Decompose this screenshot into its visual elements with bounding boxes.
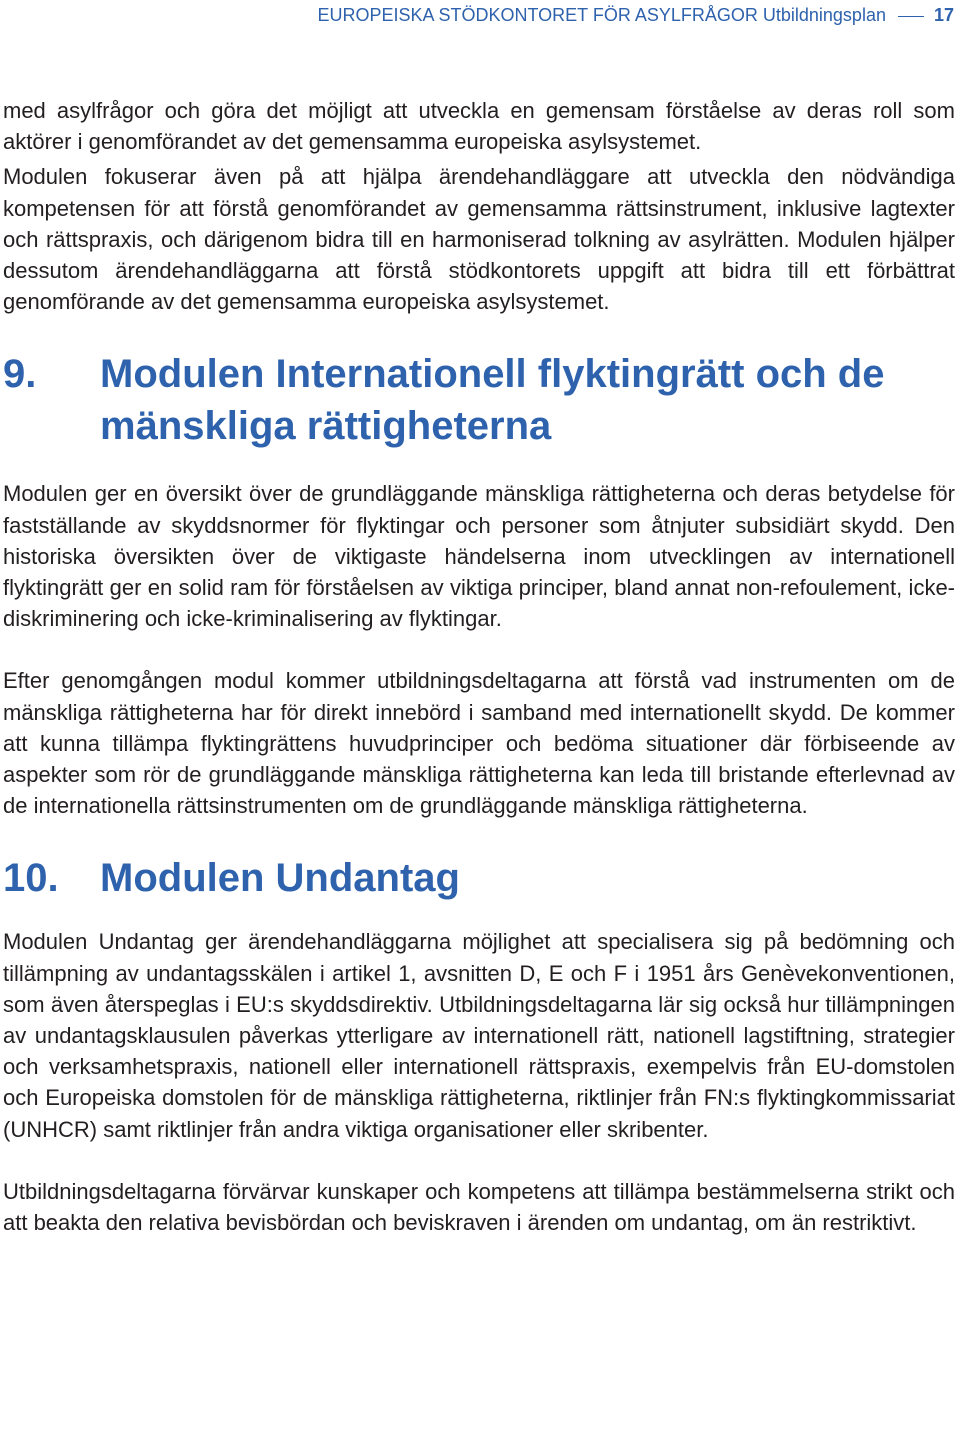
page-number: 17 (933, 4, 954, 25)
section-10-title: Modulen Undantag (100, 856, 460, 901)
paragraph-focus: Modulen fokuserar även på att hjälpa ärendehandläggare att utveckla den nödvändiga kompetensen för att förstå genomförandet av gemensamma rättsinstrument, inklusive lagtexter och rättspraxis, och därigenom bidra till en harmoniserad tolkning av asylrätten. Modulen hjälper dessutom ärendehandläggarna att förstå stödkontorets uppgift att bidra till ett förbättrat genomförande av det gemensamma europeiska asylsystemet. (3, 164, 955, 315)
section-10-heading (3, 852, 955, 904)
section-9-heading (3, 348, 955, 452)
section-9-paragraph-2: Efter genomgången modul kommer utbildningsdeltagarna att förstå vad instrumenten om de mänskliga rättigheterna har för direkt innebörd i samband med internationellt skydd. De kommer att kunna tillämpa flyktingrättens huvudprinciper och bedöma situationer där förbiseende av aspekter som rör de grundläggande mänskliga rättigheterna kan leda till bristande efterlevnad av de internationella rättsinstrumenten om de grundläggande mänskliga rättigheterna. (3, 668, 955, 819)
header-rule (898, 16, 924, 17)
section-9-number: 9. (3, 352, 37, 397)
section-10-number: 10. (3, 856, 59, 901)
section-10-paragraph-1: Modulen Undantag ger ärendehandläggarna möjlighet att specialisera sig på bedömning och tillämpning av undantagsskälen i artikel 1, avsnitten D, E och F i 1951 års Genèvekonventionen, som även återspeglas i EU:s skyddsdirektiv. Utbildningsdeltagarna lär sig också hur tillämpningen av undantagsklausulen påverkas ytterligare av internationell rätt, nationell lagstiftning, strategier och verksamhetspraxis, nationell eller internationell rättspraxis, exempelvis från EU-domstolen och Europeiska domstolen för de mänskliga rättigheterna, riktlinjer från FN:s flyktingkommissariat (UNHCR) samt riktlinjer från andra viktiga organisationer eller skribenter. (3, 929, 955, 1142)
running-header (317, 5, 960, 26)
running-title: EUROPEISKA STÖDKONTORET FÖR ASYLFRÅGOR Utbildningsplan (317, 4, 886, 25)
section-9-paragraph-1: Modulen ger en översikt över de grundläggande mänskliga rättigheterna och deras betydelse för fastställande av skyddsnormer för flyktingar och personer som åtnjuter subsidiärt skydd. Den historiska översikten över de viktigaste händelserna inom utvecklingen av internationell flyktingrätt ger en solid ram för förståelsen av viktiga principer, bland annat non-refoulement, icke-diskriminering och icke-kriminalisering av flyktingar. (3, 481, 955, 632)
section-9-title: Modulen Internationell flyktingrätt och de mänskliga rättigheterna (100, 352, 885, 449)
page-header (0, 0, 960, 30)
page-content (3, 95, 955, 1269)
section-10-paragraph-2: Utbildningsdeltagarna förvärvar kunskaper och kompetens att tillämpa bestämmelserna strikt och att beakta den relativa bevisbördan och beviskraven i ärenden om undantag, om än restriktivt. (3, 1178, 955, 1236)
paragraph-intro: med asylfrågor och göra det möjligt att utveckla en gemensam förståelse av deras roll som aktörer i genomförandet av det gemensamma europeiska asylsystemet. (3, 98, 955, 155)
